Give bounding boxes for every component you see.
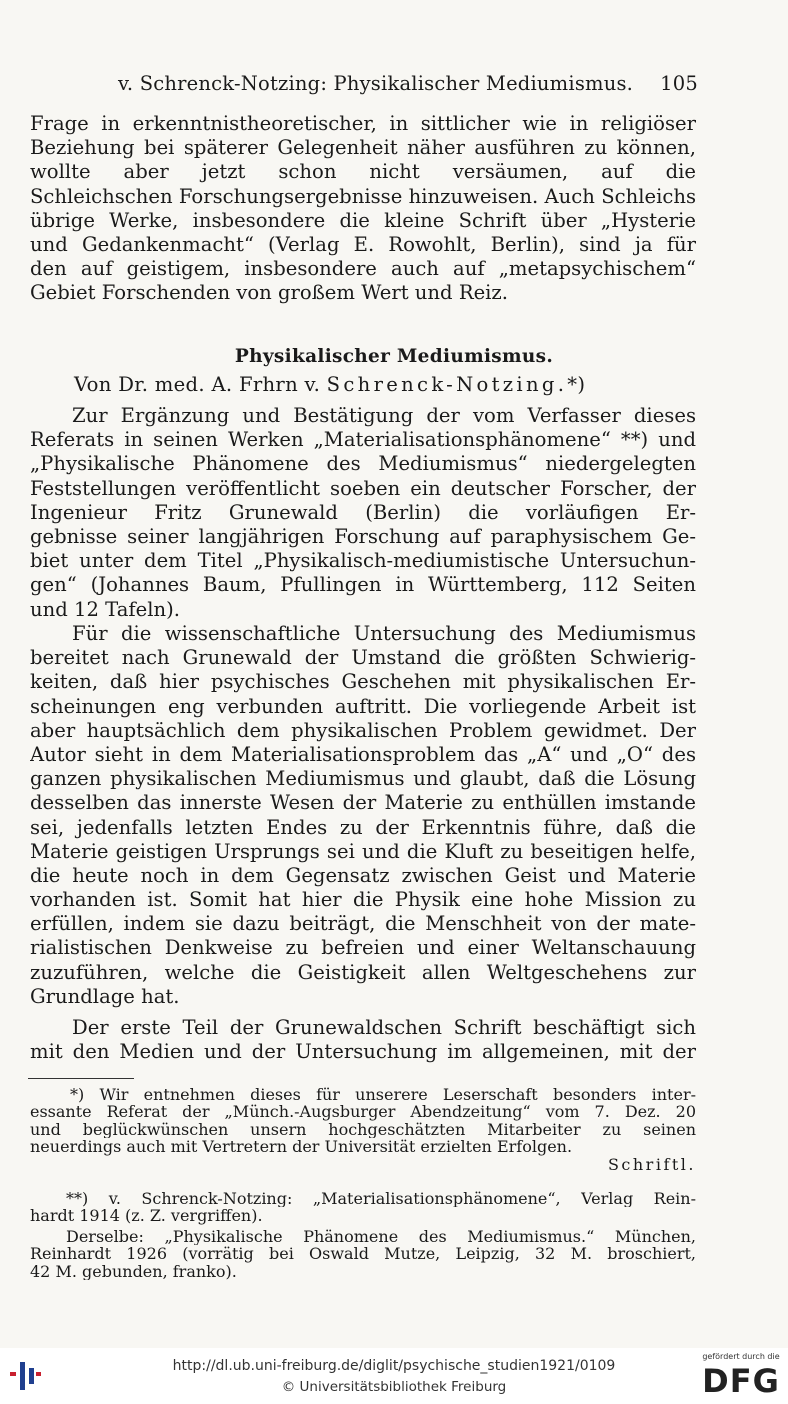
intro-paragraph: [30, 112, 696, 306]
text-line: scheinungen eng verbunden auftritt. Die vorliegende Arbeit ist: [30, 694, 696, 718]
text-line: gen“ (Johannes Baum, Pfullingen in Württemberg, 112 Seiten: [30, 573, 696, 597]
text-line: desselben das innerste Wesen der Materie zu enthüllen imstande: [30, 791, 696, 815]
text-line: die heute noch in dem Gegensatz zwischen Geist und Materie: [30, 863, 696, 887]
byline-prefix: Von Dr. med. A. Frhrn v.: [74, 373, 321, 396]
footnote-line: und beglückwünschen unsern hochgeschätzten Mitarbeiter zu seinen: [30, 1120, 696, 1139]
footnote-1: [30, 1086, 696, 1173]
text-line: wollte aber jetzt schon nicht versäumen, auf die: [30, 160, 696, 184]
text-line: Beziehung bei späterer Gelegenheit näher ausführen zu können,: [30, 136, 696, 160]
text-line: ganzen physikalischen Mediumismus und glaubt, daß die Lösung: [30, 767, 696, 791]
text-line: aber hauptsächlich dem physikalischen Problem gewidmet. Der: [30, 718, 696, 742]
dfg-logo-text: DFG: [702, 1362, 780, 1400]
text-line: den auf geistigem, insbesondere auch auf „metapsychischem“: [30, 257, 696, 281]
footnote-line: Reinhardt 1926 (vorrätig bei Oswald Mutze, Leipzig, 32 M. broschiert,: [30, 1245, 696, 1263]
text-line: erfüllen, indem sie dazu beiträgt, die Menschheit von der mate-: [30, 912, 696, 936]
text-line: biet unter dem Titel „Physikalisch-mediumistische Untersuchun-: [30, 549, 696, 573]
text-line: Zur Ergänzung und Bestätigung der vom Verfasser dieses: [72, 404, 696, 427]
running-header: [30, 72, 698, 100]
article-heading: Physikalischer Mediumismus.: [234, 346, 554, 367]
text-line: „Physikalische Phänomene des Mediumismus“ niedergelegten: [30, 452, 696, 476]
text-line: Für die wissenschaftliche Untersuchung des Mediumismus: [72, 622, 696, 645]
text-line: gebnisse seiner langjährigen Forschung auf paraphysischem Ge-: [30, 524, 696, 548]
text-line: Grundlage hat.: [30, 984, 180, 1008]
byline-author: Schrenck-Notzing.: [326, 373, 568, 396]
footnote-3: [30, 1228, 696, 1280]
text-line: Autor sieht in dem Materialisationsproblem das „A“ und „O“ des: [30, 742, 696, 766]
footnote-rule: [28, 1078, 134, 1079]
text-line: Schleichschen Forschungsergebnisse hinzuweisen. Auch Schleichs: [30, 184, 696, 208]
text-line: mit den Medien und der Untersuchung im allgemeinen, mit der: [30, 1040, 696, 1064]
text-line: Materie geistigen Ursprungs sei und die Kluft zu beseitigen helfe,: [30, 839, 696, 863]
footnote-line: Derselbe: „Physikalische Phänomene des Mediumismus.“ München,: [66, 1228, 696, 1246]
text-line: Ingenieur Fritz Grunewald (Berlin) die vorläufigen Er-: [30, 500, 696, 524]
text-line: Feststellungen veröffentlicht soeben ein deutscher Forscher, der: [30, 476, 696, 500]
text-line: zuzuführen, welche die Geistigkeit allen Weltgeschehens zur: [30, 960, 696, 984]
footnote-2: [30, 1190, 696, 1225]
footnote-signature: Schriftl.: [607, 1155, 696, 1173]
dfg-funding-label: gefördert durch die: [702, 1352, 780, 1361]
text-line: bereitet nach Grunewald der Umstand die größten Schwierig-: [30, 646, 696, 670]
paragraph-3: [30, 1016, 696, 1064]
viewer-footer: [0, 1348, 788, 1404]
page-url[interactable]: http://dl.ub.uni-freiburg.de/diglit/psychische_studien1921/0109: [172, 1358, 616, 1374]
text-line: Gebiet Forschenden von großem Wert und Reiz.: [30, 281, 508, 305]
text-line: und 12 Tafeln).: [30, 597, 181, 621]
text-line: übrige Werke, insbesondere die kleine Schrift über „Hysterie: [30, 208, 696, 232]
paragraph-2: [30, 622, 696, 1009]
copyright-text: © Universitätsbibliothek Freiburg: [281, 1379, 507, 1395]
article-byline: [74, 373, 585, 396]
text-line: sei, jedenfalls letzten Endes zu der Erkenntnis führe, daß die: [30, 815, 696, 839]
footnote-line: *) Wir entnehmen dieses für unserere Leserschaft besonders inter-: [70, 1086, 696, 1104]
footnote-line: neuerdings auch mit Vertretern der Universität erzielten Erfolgen.: [30, 1138, 573, 1156]
page-number: 105: [660, 72, 698, 95]
text-line: Frage in erkenntnistheoretischer, in sittlicher wie in religiöser: [30, 112, 696, 135]
footnote-line: essante Referat der „Münch.-Augsburger Abendzeitung“ vom 7. Dez. 20: [30, 1103, 696, 1121]
text-line: Referats in seinen Werken „Materialisationsphänomene“ **) und: [30, 428, 696, 452]
footnote-line: hardt 1914 (z. Z. vergriffen).: [30, 1207, 263, 1225]
text-line: Der erste Teil der Grunewaldschen Schrift beschäftigt sich: [72, 1016, 696, 1039]
text-line: keiten, daß hier psychisches Geschehen mit physikalischen Er-: [30, 670, 696, 694]
text-line: und Gedankenmacht“ (Verlag E. Rowohlt, Berlin), sind ja für: [30, 232, 696, 256]
footnote-line: **) v. Schrenck-Notzing: „Materialisationsphänomene“, Verlag Rein-: [66, 1190, 696, 1208]
text-line: vorhanden ist. Somit hat hier die Physik eine hohe Mission zu: [30, 888, 696, 912]
text-line: rialistischen Denkweise zu befreien und einer Weltanschauung: [30, 936, 696, 960]
running-title: v. Schrenck-Notzing: Physikalischer Mediumismus.: [118, 72, 634, 95]
paragraph-1: [30, 404, 696, 622]
footnote-marker: *): [567, 373, 586, 396]
dfg-logo[interactable]: [702, 1352, 780, 1400]
footnote-line: 42 M. gebunden, franko).: [30, 1262, 237, 1281]
